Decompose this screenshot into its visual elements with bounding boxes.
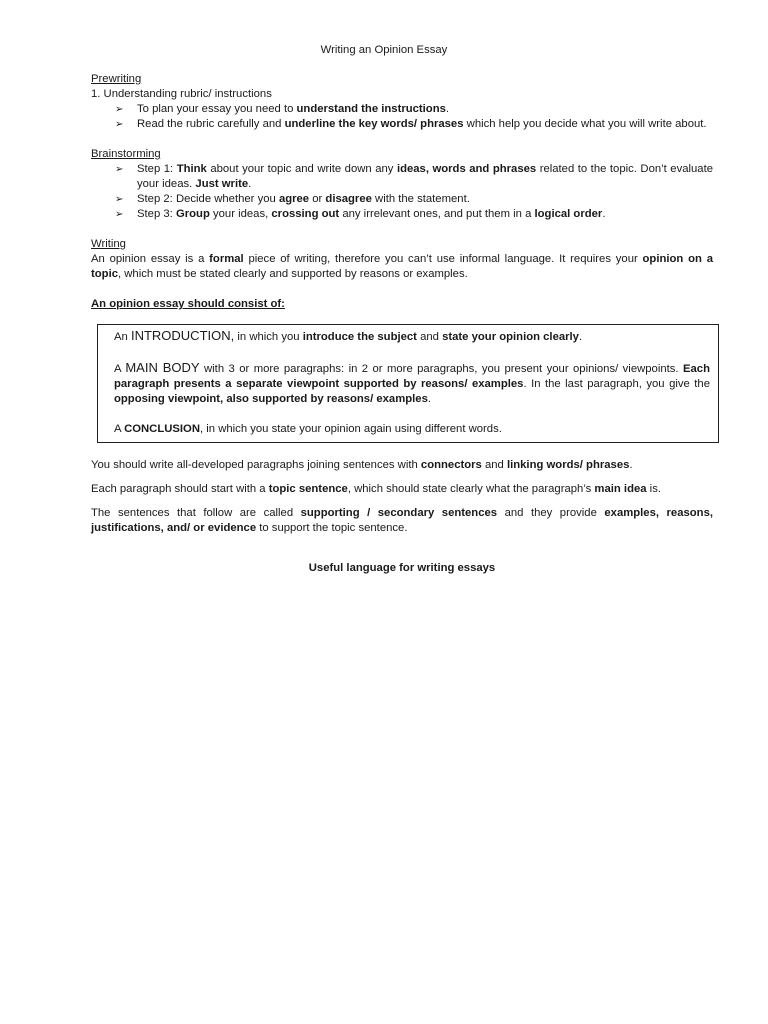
bold-text: examples, reasons, justifications, and/ or evidence — [91, 507, 713, 534]
text-run: with the statement. — [371, 193, 470, 205]
text-run: is. — [646, 483, 661, 495]
text-run: A — [114, 363, 126, 375]
bold-text: Each paragraph presents a separate viewpoint supported by reasons/ examples — [114, 363, 710, 390]
arrowhead-bullet-icon: ➢ — [115, 209, 124, 220]
text-run: any irrelevant ones, and put them in a — [339, 208, 535, 220]
useful-language-heading: Useful language for writing essays — [308, 562, 496, 574]
brainstorming-section — [91, 147, 713, 222]
arrowhead-bullet-icon: ➢ — [115, 104, 124, 115]
section-keyword: INTRODUCTION, — [130, 328, 235, 343]
document-body — [91, 72, 713, 576]
bold-text: opinion on a topic — [91, 253, 713, 280]
prewriting-section — [91, 72, 713, 132]
text-run: An — [114, 331, 131, 343]
writing-heading: Writing — [91, 238, 126, 250]
bold-text: Group — [175, 208, 210, 220]
text-run: about your topic and write down any — [206, 163, 397, 175]
text-run: To plan your essay you need to — [137, 103, 297, 115]
consist-heading: An opinion essay should consist of: — [91, 298, 285, 310]
bold-text: disagree — [325, 193, 372, 205]
text-run: Step 2: Decide whether you — [137, 193, 279, 205]
list-item — [91, 207, 713, 222]
prewriting-bullet-list — [91, 102, 713, 132]
text-run: your ideas, — [209, 208, 272, 220]
bold-text: formal — [209, 253, 244, 265]
list-item — [91, 117, 713, 132]
arrowhead-bullet-icon: ➢ — [115, 194, 124, 205]
brainstorming-bullet-list — [91, 162, 713, 222]
text-run: An opinion essay is a — [91, 253, 210, 265]
bold-text: underline the key words/ phrases — [284, 118, 464, 130]
introduction-paragraph — [114, 328, 710, 345]
prewriting-step: 1. Understanding rubric/ instructions — [91, 88, 272, 100]
text-run: . — [427, 393, 432, 405]
text-run: , in which you state your opinion again using different words. — [200, 423, 502, 435]
conclusion-paragraph — [114, 422, 710, 437]
writing-section — [91, 237, 713, 282]
text-run: Step 3: — [137, 208, 176, 220]
text-run: and they provide — [497, 507, 605, 519]
text-run: . In the last paragraph, you give the — [523, 378, 710, 390]
text-run: in which you — [234, 331, 303, 343]
text-run: Step 1: — [137, 163, 177, 175]
text-run: , which should state clearly what the paragraph’s — [347, 483, 595, 495]
bold-text: state your opinion clearly — [442, 331, 579, 343]
brainstorming-heading: Brainstorming — [91, 148, 161, 160]
text-run: . — [578, 331, 583, 343]
document-title: Writing an Opinion Essay — [320, 44, 448, 56]
bold-text: ideas, words and phrases — [396, 163, 537, 175]
text-run: or — [309, 193, 326, 205]
text-run: The sentences that follow are called — [91, 507, 301, 519]
text-run: and — [416, 331, 443, 343]
essay-structure-box — [97, 324, 719, 443]
list-item — [91, 192, 713, 207]
bold-text: agree — [278, 193, 310, 205]
connectors-paragraph — [91, 458, 713, 473]
text-run: You should write all-developed paragraphs joining sentences with — [91, 459, 421, 471]
text-run: . — [248, 178, 252, 190]
bold-text: supporting / secondary sentences — [300, 507, 498, 519]
bold-text: logical order — [534, 208, 603, 220]
topic-sentence-paragraph — [91, 482, 713, 497]
bold-text: linking words/ phrases — [506, 459, 630, 471]
writing-paragraph — [91, 252, 713, 282]
text-run: Each paragraph should start with a — [91, 483, 269, 495]
list-item — [91, 162, 713, 192]
bold-text: topic sentence — [268, 483, 348, 495]
bold-text: opposing viewpoint, also supported by reasons/ examples — [114, 393, 428, 405]
bold-text: Just write — [195, 178, 249, 190]
text-run: . — [629, 459, 633, 471]
text-run: and — [481, 459, 507, 471]
section-keyword: MAIN BODY — [125, 360, 200, 375]
list-item — [91, 102, 713, 117]
bold-text: introduce the subject — [302, 331, 417, 343]
text-run: with 3 or more paragraphs: in 2 or more paragraphs, you present your opinions/ viewpoints. — [199, 363, 683, 375]
supporting-sentences-paragraph — [91, 506, 713, 536]
text-run: . — [602, 208, 606, 220]
bold-text: understand the instructions — [296, 103, 446, 115]
text-run: . — [445, 103, 450, 115]
text-run: Read the rubric carefully and — [137, 118, 285, 130]
text-run: to support the topic sentence. — [256, 522, 408, 534]
bold-text: crossing out — [271, 208, 340, 220]
bold-text: Think — [176, 163, 207, 175]
text-run: , which must be stated clearly and supported by reasons or examples. — [118, 268, 468, 280]
text-run: A — [114, 423, 125, 435]
arrowhead-bullet-icon: ➢ — [115, 164, 124, 175]
main-body-paragraph — [114, 360, 710, 407]
arrowhead-bullet-icon: ➢ — [115, 119, 124, 130]
bold-text: CONCLUSION — [124, 423, 201, 435]
text-run: related to the topic. Don’t evaluate your ideas. — [137, 163, 714, 190]
text-run: which help you decide what you will write about. — [463, 118, 707, 130]
bold-text: main idea — [594, 483, 647, 495]
bold-text: connectors — [420, 459, 482, 471]
prewriting-heading: Prewriting — [91, 73, 142, 85]
text-run: piece of writing, therefore you can’t use informal language. It requires your — [243, 253, 643, 265]
